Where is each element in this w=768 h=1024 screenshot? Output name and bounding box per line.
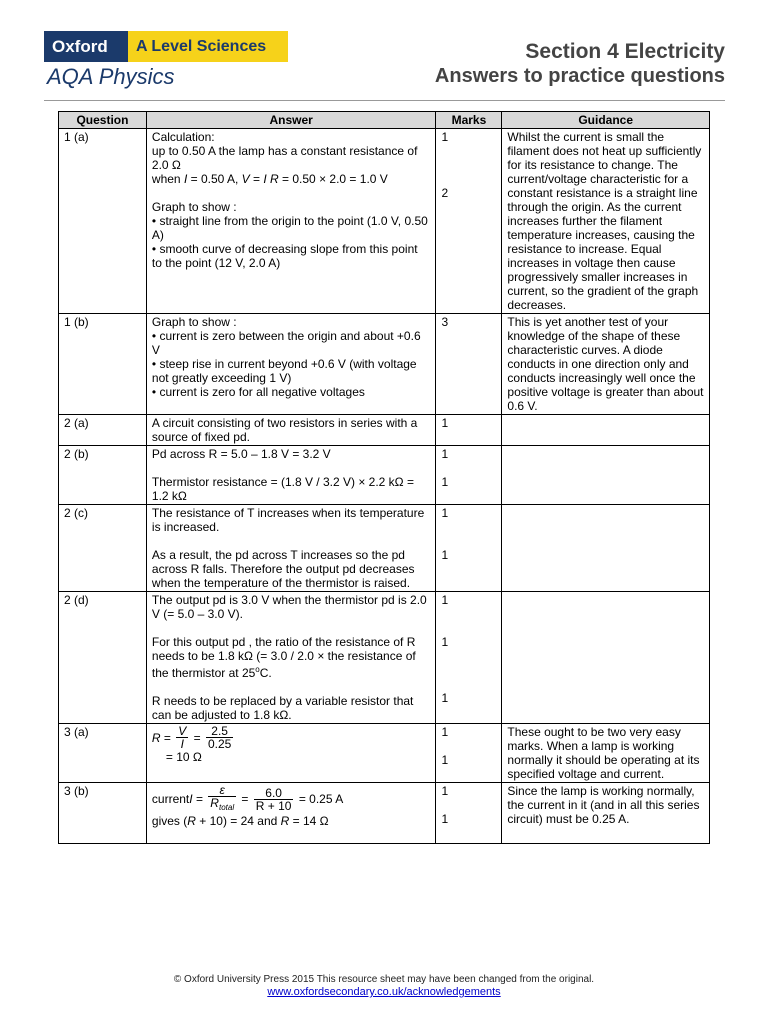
guidance-cell [502,415,710,446]
guidance-cell [502,592,710,724]
answer-line: For this output pd , the ratio of the resistance of R needs to be 1.8 kΩ (= 3.0 / 2.0 × the resistance of the thermistor at 25$^o$C. [151,635,416,680]
answer-cell [146,129,436,314]
guidance-cell [502,505,710,592]
fraction: $\frac{V}{I}$ [178,724,187,751]
guidance-cell [502,446,710,505]
answer-line: • steep rise in current beyond +0.6 V (with voltage not greatly exceeding 1 V) [151,357,417,385]
answer-line: • current is zero for all negative voltages [151,385,365,399]
question-cell: 1 (b) [59,314,147,415]
marks-cell [436,783,502,844]
acknowledgements-link[interactable]: www.oxfordsecondary.co.uk/acknowledgements [267,986,501,998]
equation-line: current I = $\frac{\varepsilon}{R_{total}}$ = $\frac{6.0}{R + 10}$ = 0.25 A [151,783,344,813]
question-cell: 2 (a) [59,415,147,446]
mark: 1 [441,691,449,705]
table-row [59,592,710,724]
marks-cell: 3 [436,314,502,415]
logo-series: A Level Sciences [128,31,288,62]
mark: 1 [441,130,449,144]
subject-title: AQA Physics [47,64,175,89]
section-subtitle: Answers to practice questions [434,65,725,87]
header-divider [44,100,725,101]
fraction: $\frac{\varepsilon}{R_{total}}$ [210,783,235,812]
answer-line: • smooth curve of decreasing slope from this point to the point (12 V, 2.0 A) [151,242,418,270]
question-cell: 2 (b) [59,446,147,505]
oxford-logo [44,31,288,62]
answer-line: gives (R + 10) = 24 and R = 14 Ω [151,814,329,828]
answer-cell: A circuit consisting of two resistors in series with a source of fixed pd. [146,415,436,446]
answer-line: Graph to show : [151,200,237,214]
answer-line: up to 0.50 A the lamp has a constant resistance of 2.0 Ω [151,144,418,172]
guidance-cell: This is yet another test of your knowledge of the shape of these characteristic curves. A diode conducts in one direction only and conducts increasingly well once the positive voltage is greater than about 0.6 V. [502,314,710,415]
table-row [59,415,710,446]
answer-line: Graph to show : [151,315,237,329]
answer-line: • current is zero between the origin and about +0.6 V [151,329,421,357]
answers-table [58,111,710,844]
answer-cell [146,505,436,592]
header-guidance: Guidance [502,112,710,129]
mark: 1 [441,784,449,798]
answer-line: The output pd is 3.0 V when the thermistor pd is 2.0 V (= 5.0 – 3.0 V). [151,593,427,621]
answer-line: = 10 Ω [165,750,202,764]
table-row [59,446,710,505]
mark: 1 [441,635,449,649]
fraction: $\frac{6.0}{R + 10}$ [255,785,292,813]
answer-line: Calculation: [151,130,215,144]
guidance-cell: Since the lamp is working normally, the current in it (and in all this series circuit) must be 0.25 A. [502,783,710,844]
table-row [59,724,710,783]
question-cell: 2 (c) [59,505,147,592]
answer-cell [146,592,436,724]
table-row [59,505,710,592]
guidance-cell: These ought to be two very easy marks. When a lamp is working normally it should be operating at its specified voltage and current. [502,724,710,783]
marks-cell: 1 [436,415,502,446]
question-cell: 3 (a) [59,724,147,783]
marks-cell [436,505,502,592]
mark: 1 [441,506,449,520]
question-cell: 1 (a) [59,129,147,314]
mark: 1 [441,593,449,607]
question-cell: 3 (b) [59,783,147,844]
guidance-cell: Whilst the current is small the filament does not heat up sufficiently for its resistance to change. The current/voltage characteristic for a constant resistance is a straight line through the origin. As the current increases further the filament temperature increases, causing the resistance to increase. Equal increases in voltage then cause progressively smaller increases in current, so the gradient of the graph decreases. [502,129,710,314]
marks-cell [436,446,502,505]
header-question: Question [59,112,147,129]
footer-copyright: © Oxford University Press 2015 This resource sheet may have been changed from the original. [173,974,595,985]
table-header-row [59,112,710,129]
mark: 1 [441,548,449,562]
answer-line: As a result, the pd across T increases so the pd across R falls. Therefore the output pd decreases when the temperature of the thermistor is raised. [151,548,415,590]
logo-brand: Oxford [44,31,128,62]
marks-cell [436,724,502,783]
table-row [59,129,710,314]
mark: 1 [441,447,449,461]
mark: 1 [441,753,449,767]
table-row [59,314,710,415]
answer-line: Thermistor resistance = (1.8 V / 3.2 V) × 2.2 kΩ = 1.2 kΩ [151,475,414,503]
answer-line: • straight line from the origin to the point (1.0 V, 0.50 A) [151,214,428,242]
answer-line: R needs to be replaced by a variable resistor that can be adjusted to 1.8 kΩ. [151,694,414,722]
mark: 1 [441,812,449,826]
answer-line: Pd across R = 5.0 – 1.8 V = 3.2 V [151,447,331,461]
fraction: $\frac{2.5}{0.25}$ [207,724,232,751]
marks-cell [436,129,502,314]
answer-line: The resistance of T increases when its temperature is increased. [151,506,425,534]
header-answer: Answer [146,112,436,129]
answer-cell [146,724,436,783]
mark: 2 [441,186,449,200]
section-title: Section 4 Electricity [525,40,725,63]
answer-cell [146,446,436,505]
mark: 1 [441,475,449,489]
answer-line: when I = 0.50 A, V = I R = 0.50 × 2.0 = 1.0 V [151,172,388,186]
answer-cell [146,314,436,415]
marks-cell [436,592,502,724]
question-cell: 2 (d) [59,592,147,724]
header-marks: Marks [436,112,502,129]
answer-cell [146,783,436,844]
equation-line: R = $\frac{V}{I}$ = $\frac{2.5}{0.25}$ [151,724,232,751]
table-row [59,783,710,844]
mark: 1 [441,725,449,739]
